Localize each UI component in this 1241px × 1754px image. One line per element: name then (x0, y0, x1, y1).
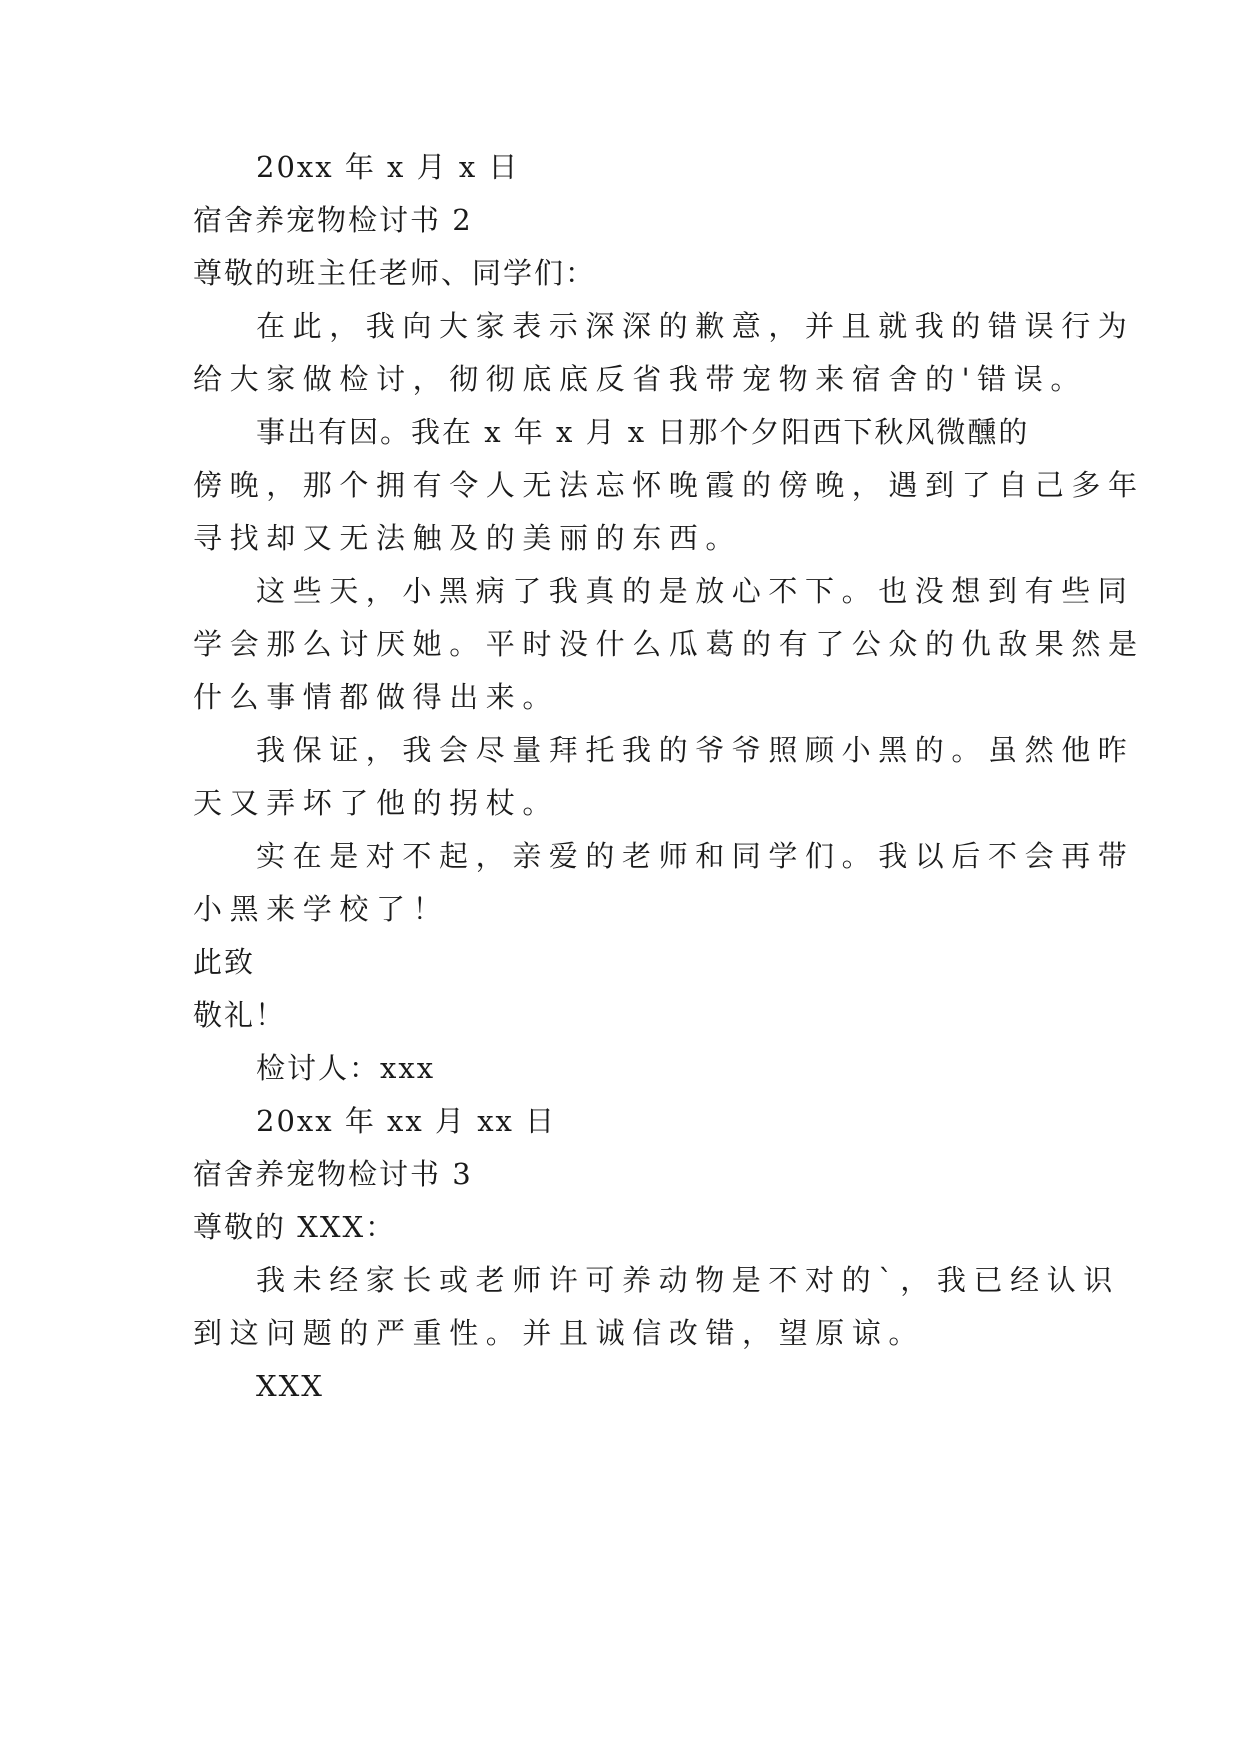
letter3-title: 宿舍养宠物检讨书 3 (193, 1157, 473, 1191)
letter2-title: 宿舍养宠物检讨书 2 (193, 203, 473, 237)
letter2-paragraph1-line1: 在此，我向大家表示深深的歉意，并且就我的错误行为 (256, 309, 1135, 343)
letter3-paragraph1-line2: 到这问题的严重性。并且诚信改错，望原谅。 (193, 1316, 926, 1350)
letter2-signer: 检讨人：xxx (256, 1051, 436, 1085)
letter2-paragraph2-line3: 寻找却又无法触及的美丽的东西。 (193, 521, 743, 555)
letter2-paragraph2-line2: 傍晚，那个拥有令人无法忘怀晚霞的傍晚，遇到了自己多年 (193, 468, 1145, 502)
letter2-paragraph3-line1: 这些天，小黑病了我真的是放心不下。也没想到有些同 (256, 574, 1135, 608)
letter2-paragraph3-line3: 什么事情都做得出来。 (193, 680, 560, 714)
letter2-paragraph2-line1: 事出有因。我在 x 年 x 月 x 日那个夕阳西下秋风微醺的 (256, 415, 1030, 449)
letter2-paragraph3-line2: 学会那么讨厌她。平时没什么瓜葛的有了公众的仇敌果然是 (193, 627, 1145, 661)
letter2-paragraph4-line2: 天又弄坏了他的拐杖。 (193, 786, 560, 820)
letter3-signature: XXX (256, 1369, 324, 1403)
letter2-paragraph1-line2: 给大家做检讨，彻彻底底反省我带宠物来宿舍的'错误。 (193, 362, 1087, 396)
letter2-closing-date: 20xx 年 x 月 x 日 (256, 150, 520, 184)
letter3-paragraph1-line1: 我未经家长或老师许可养动物是不对的`，我已经认识 (256, 1263, 1120, 1297)
letter2-closing-1: 此致 (193, 945, 256, 979)
letter2-date: 20xx 年 xx 月 xx 日 (256, 1104, 557, 1138)
letter2-closing-2: 敬礼！ (193, 998, 287, 1032)
letter2-paragraph5-line1: 实在是对不起，亲爱的老师和同学们。我以后不会再带 (256, 839, 1135, 873)
letter3-salutation: 尊敬的 XXX： (193, 1210, 397, 1244)
letter2-paragraph5-line2: 小黑来学校了！ (193, 892, 450, 926)
letter2-paragraph4-line1: 我保证，我会尽量拜托我的爷爷照顾小黑的。虽然他昨 (256, 733, 1135, 767)
letter2-salutation: 尊敬的班主任老师、同学们： (193, 256, 597, 290)
